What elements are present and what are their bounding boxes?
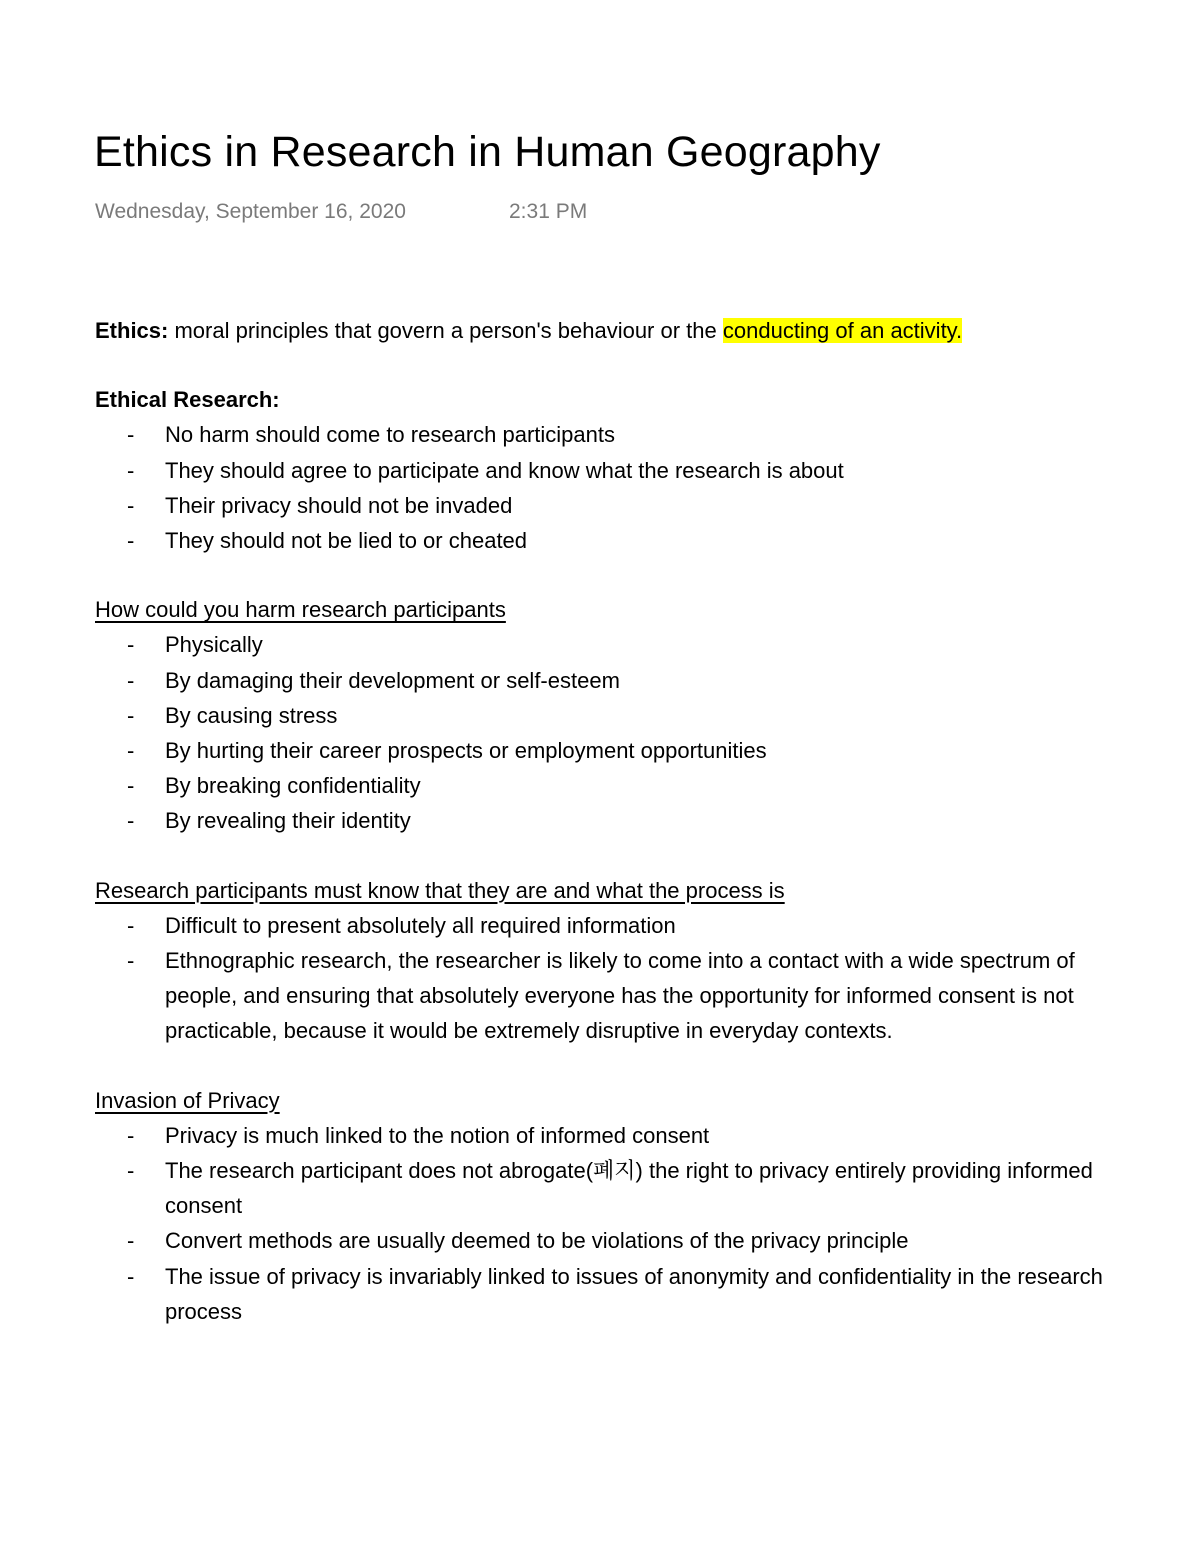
dash-bullet: - — [127, 702, 135, 728]
list-item: - The research participant does not abrogate(폐지) the right to privacy entirely providing informed consent — [95, 1153, 1105, 1223]
privacy-list — [95, 1118, 1105, 1329]
dash-bullet: - — [127, 808, 135, 834]
note-timestamp — [95, 200, 588, 224]
spacer — [95, 839, 1105, 873]
dash-bullet: - — [127, 528, 135, 554]
section-heading-ethical-research: Ethical Research: — [95, 387, 280, 413]
dash-bullet: - — [127, 632, 135, 658]
list-item: - By damaging their development or self-esteem — [95, 663, 1105, 698]
list-item: - They should not be lied to or cheated — [95, 523, 1105, 558]
dash-bullet: - — [127, 1228, 135, 1254]
dash-bullet: - — [127, 457, 135, 483]
definition-paragraph — [95, 313, 1105, 348]
section-heading-informed-consent: Research participants must know that they are and what the process is — [95, 877, 785, 903]
list-item: - Ethnographic research, the researcher is likely to come into a contact with a wide spectrum of people, and ensuring that absolutely everyone has the opportunity for informed consent is not practicable, because it would be extremely disruptive in everyday contexts. — [95, 943, 1105, 1049]
list-item: - The issue of privacy is invariably linked to issues of anonymity and confidentiality in the research process — [95, 1259, 1105, 1329]
definition-text: moral principles that govern a person's behaviour or the — [168, 318, 723, 343]
note-body — [95, 313, 1105, 1329]
note-time: 2:31 PM — [509, 200, 588, 223]
dash-bullet: - — [127, 948, 135, 974]
dash-bullet: - — [127, 667, 135, 693]
list-item: - By revealing their identity — [95, 803, 1105, 838]
list-item: - Their privacy should not be invaded — [95, 488, 1105, 523]
informed-consent-list — [95, 908, 1105, 1049]
list-item: - No harm should come to research participants — [95, 417, 1105, 452]
list-item: - Physically — [95, 627, 1105, 662]
list-item: - Difficult to present absolutely all required information — [95, 908, 1105, 943]
dash-bullet: - — [127, 1263, 135, 1289]
dash-bullet: - — [127, 738, 135, 764]
dash-bullet: - — [127, 422, 135, 448]
spacer — [95, 348, 1105, 382]
spacer — [95, 1049, 1105, 1083]
dash-bullet: - — [127, 912, 135, 938]
list-item: - By breaking confidentiality — [95, 768, 1105, 803]
dash-bullet: - — [127, 1122, 135, 1148]
harm-list — [95, 627, 1105, 838]
section-heading-privacy: Invasion of Privacy — [95, 1087, 280, 1113]
definition-term: Ethics: — [95, 318, 169, 343]
page-title: Ethics in Research in Human Geography — [94, 128, 881, 176]
dash-bullet: - — [127, 1158, 135, 1184]
spacer — [95, 558, 1105, 592]
list-item: - Convert methods are usually deemed to be violations of the privacy principle — [95, 1223, 1105, 1258]
section-heading-harm: How could you harm research participants — [95, 597, 506, 623]
list-item: - They should agree to participate and know what the research is about — [95, 453, 1105, 488]
dash-bullet: - — [127, 492, 135, 518]
list-item: - By causing stress — [95, 698, 1105, 733]
note-date: Wednesday, September 16, 2020 — [95, 200, 406, 223]
highlighted-text: conducting of an activity. — [722, 318, 963, 343]
list-item: - Privacy is much linked to the notion of informed consent — [95, 1118, 1105, 1153]
dash-bullet: - — [127, 773, 135, 799]
ethical-research-list — [95, 417, 1105, 558]
list-item: - By hurting their career prospects or employment opportunities — [95, 733, 1105, 768]
